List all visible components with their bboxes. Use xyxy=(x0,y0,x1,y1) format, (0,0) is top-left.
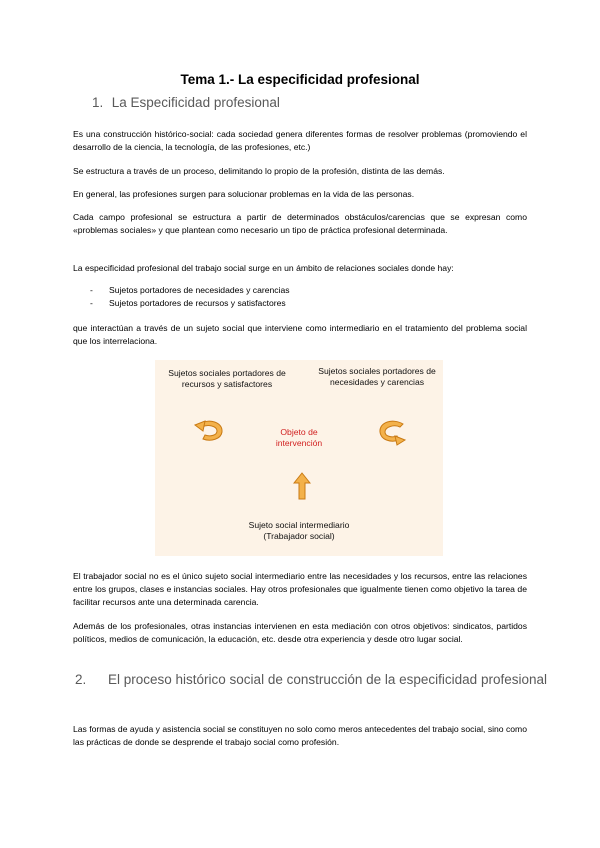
list-item xyxy=(73,297,527,310)
diagram-needs-label: Sujetos sociales portadores de necesidades y carencias xyxy=(318,366,436,387)
section-heading-text: El proceso histórico social de construcción de la especificidad profesional xyxy=(108,672,547,687)
paragraph: Es una construcción histórico-social: cada sociedad genera diferentes formas de resolver problemas (promoviendo el desarrollo de la ciencia, la tecnología, de las profesiones, etc.) xyxy=(73,129,527,152)
diagram-resources-label: Sujetos sociales portadores de recursos y satisfactores xyxy=(168,368,286,389)
paragraph: Cada campo profesional se estructura a partir de determinados obstáculos/carencias que se expresan como «problemas sociales» y que plantean como necesario un tipo de práctica profesional determinada. xyxy=(73,212,527,235)
diagram-object-label: Objeto de intervención xyxy=(275,427,323,448)
diagram-intermediary-line1: Sujeto social intermediario xyxy=(248,520,350,530)
bullet-list xyxy=(73,284,527,310)
section-heading-text: La Especificidad profesional xyxy=(111,95,280,110)
section-heading-2 xyxy=(75,670,549,689)
paragraph: El trabajador social no es el único sujeto social intermediario entre las necesidades y los recursos, entre las relaciones entre los grupos, clases e instancias sociales. Hay otros profesionales que igualmente tienen como objetivo la tarea de facilitar recursos ante una determinada carencia. xyxy=(73,571,527,607)
list-item xyxy=(73,284,527,297)
paragraph: Se estructura a través de un proceso, delimitando lo propio de la profesión, distinta de las demás. xyxy=(73,166,445,176)
paragraph: Además de los profesionales, otras instancias intervienen en esta mediación con otros objetivos: sindicatos, partidos políticos, medios de comunicación, la educación, etc. desde otra experiencia y desde otro lugar social. xyxy=(73,621,527,644)
section-heading-1 xyxy=(92,95,280,110)
section-number: 2. xyxy=(75,672,87,687)
bullet-dash: - xyxy=(90,298,93,308)
list-item-text: Sujetos portadores de recursos y satisfactores xyxy=(109,298,286,308)
document-title: Tema 1.- La especificidad profesional xyxy=(180,72,420,87)
intervention-diagram xyxy=(155,360,443,556)
paragraph: En general, las profesiones surgen para solucionar problemas en la vida de las personas. xyxy=(73,189,415,199)
cycle-arrow-left-icon xyxy=(193,418,227,444)
diagram-intermediary-line2: (Trabajador social) xyxy=(263,530,335,541)
bullet-dash: - xyxy=(90,285,93,295)
cycle-arrow-right-icon xyxy=(375,418,409,446)
list-item-text: Sujetos portadores de necesidades y carencias xyxy=(109,285,290,295)
section-number: 1. xyxy=(92,95,104,110)
paragraph: Las formas de ayuda y asistencia social se constituyen no solo como meros antecedentes del trabajo social, sino como las prácticas de donde se desprende el trabajo social como profesión. xyxy=(73,724,527,747)
diagram-intermediary-label xyxy=(239,520,359,541)
up-arrow-icon xyxy=(293,472,311,500)
paragraph: La especificidad profesional del trabajo social surge en un ámbito de relaciones sociales donde hay: xyxy=(73,263,454,273)
paragraph: que interactúan a través de un sujeto social que interviene como intermediario en el tratamiento del problema social que los interrelaciona. xyxy=(73,323,527,346)
